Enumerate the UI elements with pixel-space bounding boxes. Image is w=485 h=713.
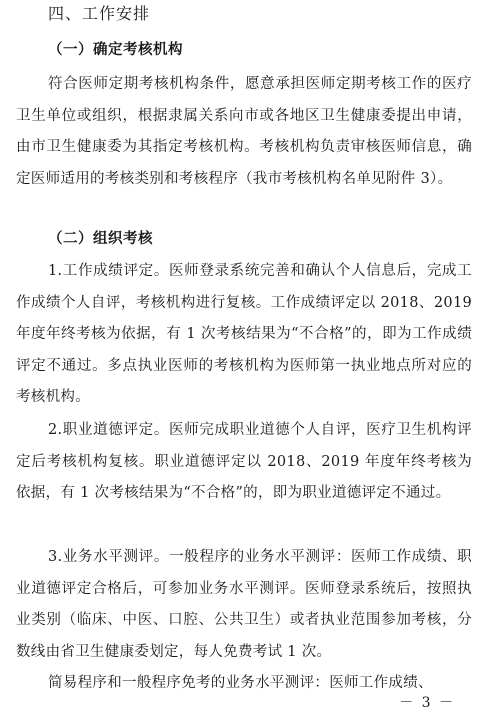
subsection-2-heading: （二）组织考核	[48, 230, 153, 247]
skill-assessment-paragraph: 3.业务水平测评。一般程序的业务水平测评：医师工作成绩、职业道德评定合格后，可参加业务水平测评。医师登录系统后，按照执业类别（临床、中医、口腔、公共卫生）或者执业范围参加考核，分数线由省卫生健康委划定，每人免费考试 1 次。	[16, 549, 472, 660]
subsection-1-heading: （一）确定考核机构	[48, 41, 183, 58]
professional-ethics-paragraph: 2.职业道德评定。医师完成职业道德个人自评，医疗卫生机构评定后考核机构复核。职业道德评定以 2018、2019 年度年终考核为依据，有 1 次考核结果为“不合格”的，即为职业道德评定不通过。	[16, 422, 472, 501]
page-number: － 3 －	[399, 695, 455, 711]
section-heading: 四、工作安排	[48, 4, 151, 23]
work-performance-paragraph: 1.工作成绩评定。医师登录系统完善和确认个人信息后，完成工作成绩个人自评，考核机构进行复核。工作成绩评定以 2018、2019 年度年终考核为依据，有 1 次考核结果为“不合格”的，即为工作成绩评定不通过。多点执业医师的考核机构为医师第一执业地点所对应的考核机构。	[16, 263, 472, 405]
simplified-procedure-paragraph: 简易程序和一般程序免考的业务水平测评：医师工作成绩、	[48, 675, 433, 691]
subsection-1-paragraph: 符合医师定期考核机构条件，愿意承担医师定期考核工作的医疗卫生单位或组织，根据隶属关系向市或各地区卫生健康委提出申请，由市卫生健康委为其指定考核机构。考核机构负责审核医师信息，确定医师适用的考核类别和考核程序（我市考核机构名单见附件 3）。	[16, 76, 472, 187]
